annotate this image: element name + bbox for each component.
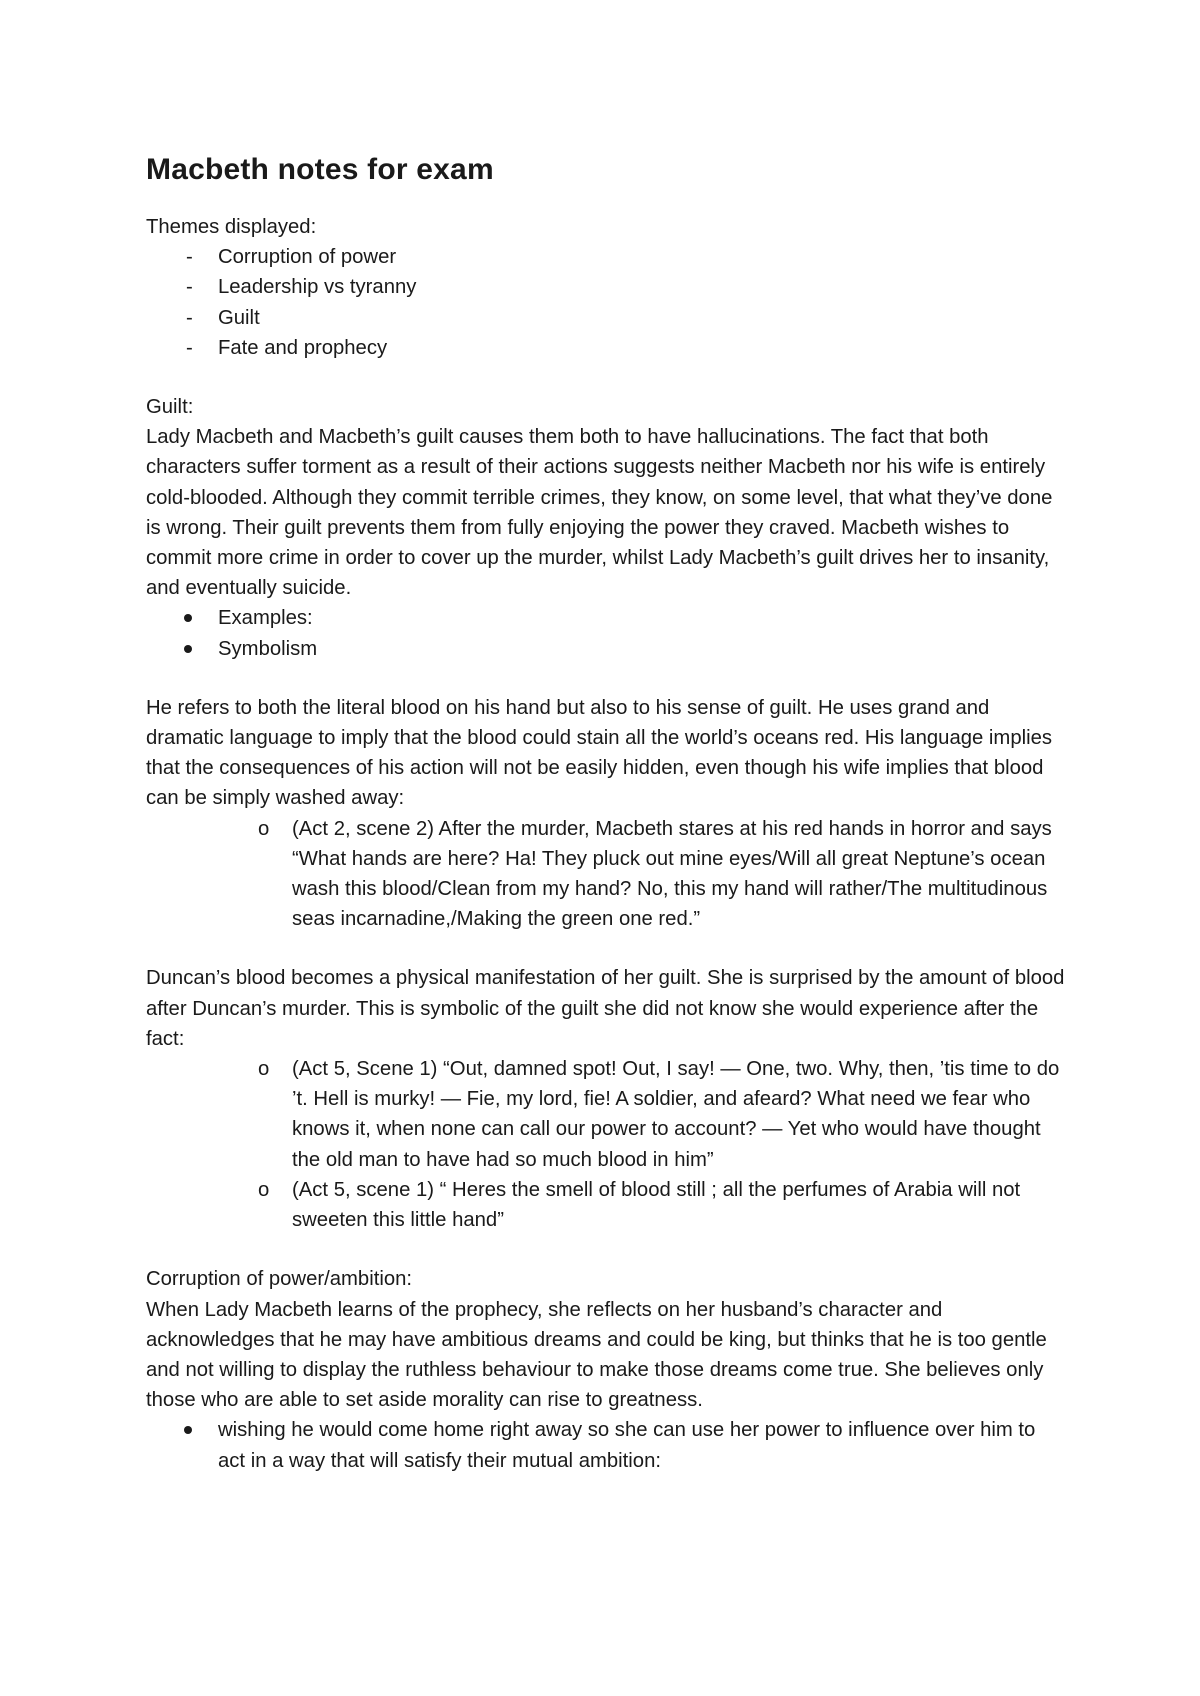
themes-heading: Themes displayed: — [146, 216, 317, 238]
corruption-bullet-list — [146, 1415, 1066, 1475]
spacer — [146, 934, 1066, 963]
theme-item: Leadership vs tyranny — [218, 276, 417, 299]
dash-marker: - — [186, 246, 193, 269]
guilt-heading: Guilt: — [146, 396, 194, 419]
list-item — [146, 603, 1066, 633]
bullet-text: wishing he would come home right away so she can use her power to influence over him to act in a way that will satisfy their mutual ambition: — [218, 1419, 1036, 1472]
circle-bullet-marker: o — [258, 1178, 270, 1201]
corruption-paragraph: When Lady Macbeth learns of the prophecy, she reflects on her husband’s character and acknowledges that he may have ambitious dreams and could be king, but thinks that he is too gentle and not willing to display the ruthless behaviour to make those dreams come true. She believes only those who are able to set aside morality can rise to greatness. — [146, 1298, 1047, 1412]
list-item — [146, 272, 1066, 302]
dash-marker: - — [186, 276, 193, 299]
guilt-bullet-list — [146, 603, 1066, 663]
circle-bullet-marker: o — [258, 817, 270, 840]
blood-hands-paragraph: He refers to both the literal blood on his hand but also to his sense of guilt. He uses grand and dramatic language to imply that the blood could stain all the world’s oceans red. His language implies that the consequences of his action will not be easily hidden, even though his wife implies that blood can be simply washed away: — [146, 696, 1053, 810]
corruption-heading: Corruption of power/ambition: — [146, 1268, 413, 1291]
document-page — [146, 148, 1066, 1476]
quote-item — [146, 814, 1066, 935]
quote-text: (Act 5, scene 1) “ Heres the smell of blood still ; all the perfumes of Arabia will not sweeten this little hand” — [292, 1178, 1021, 1232]
list-item — [146, 303, 1066, 333]
theme-item: Corruption of power — [218, 246, 397, 269]
list-item — [146, 242, 1066, 272]
bullet-dot-icon — [184, 1426, 192, 1434]
bullet-dot-icon — [184, 645, 192, 653]
dash-marker: - — [186, 336, 193, 359]
bullet-dot-icon — [184, 614, 192, 622]
duncan-blood-quote-list — [146, 1054, 1066, 1235]
spacer — [146, 363, 1066, 392]
theme-item: Fate and prophecy — [218, 336, 388, 359]
spacer — [146, 1235, 1066, 1264]
quote-item — [146, 1054, 1066, 1175]
list-item — [146, 634, 1066, 664]
bullet-text: Examples: — [218, 607, 313, 630]
theme-item: Guilt — [218, 306, 260, 329]
duncan-blood-paragraph: Duncan’s blood becomes a physical manifestation of her guilt. She is surprised by the amount of blood after Duncan’s murder. This is symbolic of the guilt she did not know she would experience after the fact: — [146, 967, 1065, 1050]
spacer — [146, 664, 1066, 693]
quote-text: (Act 5, Scene 1) “Out, damned spot! Out, I say! — One, two. Why, then, ’tis time to do ’t. Hell is murky! — Fie, my lord, fie! A soldier, and afeard? What need we fear who knows it, when none can call our power to account? — Yet who would have thought the old man to have had so much blood in him” — [292, 1058, 1060, 1171]
quote-text: (Act 2, scene 2) After the murder, Macbeth stares at his red hands in horror and says “What hands are here? Ha! They pluck out mine eyes/Will all great Neptune’s ocean wash this blood/Clean from my hand? No, this my hand will rather/The multitudinous seas incarnadine,/Making the green one red.” — [292, 817, 1052, 931]
document-title: Macbeth notes for exam — [146, 153, 494, 186]
list-item — [146, 1415, 1066, 1475]
dash-marker: - — [186, 306, 193, 329]
list-item — [146, 333, 1066, 363]
quote-item — [146, 1175, 1066, 1235]
themes-list — [146, 242, 1066, 363]
bullet-text: Symbolism — [218, 637, 318, 660]
blood-hands-quote-list — [146, 814, 1066, 935]
guilt-paragraph: Lady Macbeth and Macbeth’s guilt causes them both to have hallucinations. The fact that both characters suffer torment as a result of their actions suggests neither Macbeth nor his wife is entirely cold-blooded. Although they commit terrible crimes, they know, on some level, that what they’ve done is wrong. Their guilt prevents them from fully enjoying the power they craved. Macbeth wishes to commit more crime in order to cover up the murder, whilst Lady Macbeth’s guilt drives her to insanity, and eventually suicide. — [146, 426, 1053, 600]
circle-bullet-marker: o — [258, 1058, 270, 1081]
